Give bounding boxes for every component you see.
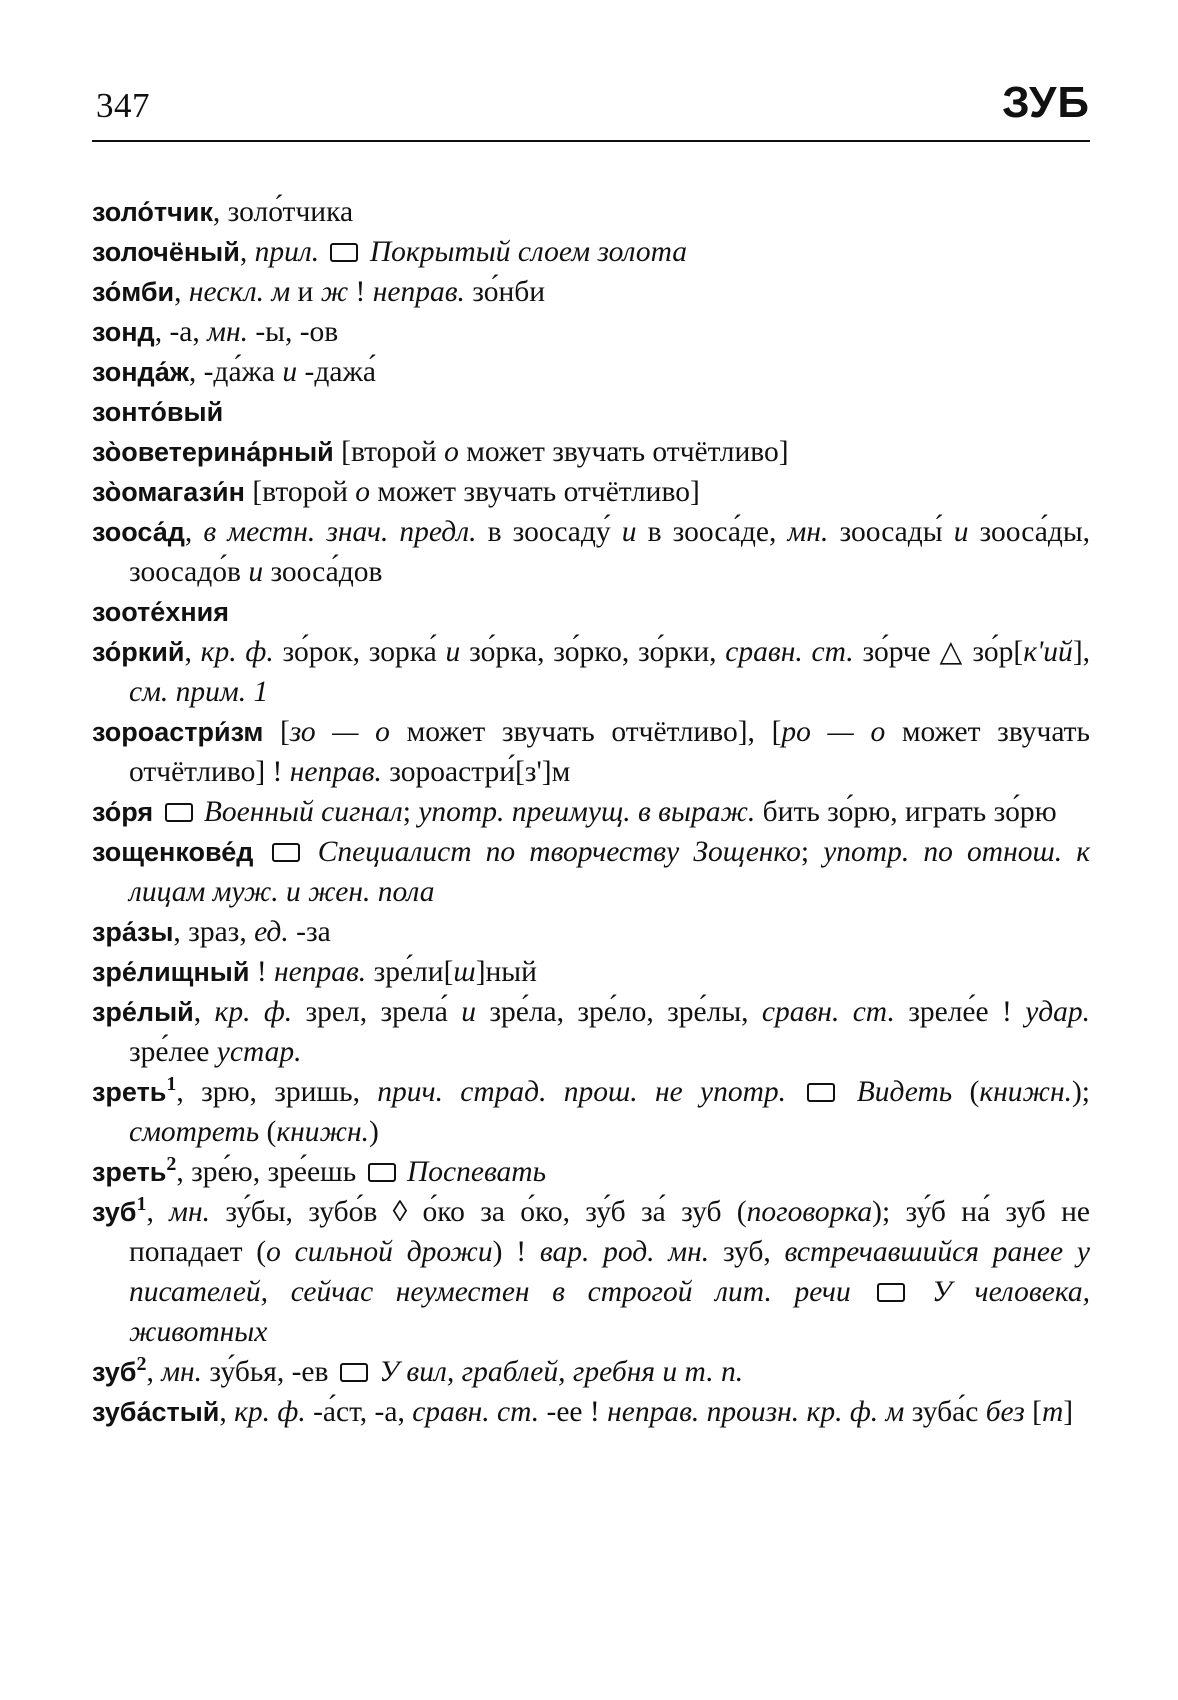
entry-text: (: [259, 1116, 277, 1148]
entry-text: ;: [402, 796, 419, 828]
dictionary-entry: [92, 632, 1090, 712]
italic-label: устар.: [216, 1036, 302, 1068]
headword: зо́ркий: [92, 637, 185, 667]
entry-text: ): [369, 1116, 379, 1148]
headword: зооте́хния: [92, 597, 229, 627]
headword: зра́зы: [92, 917, 174, 947]
definition-box-icon: [272, 843, 300, 862]
italic-label: употр. по отнош. к лицам муж. и жен. пола: [129, 836, 1091, 908]
entry-text: в зооса́де,: [636, 516, 788, 548]
italic-label: неправ.: [274, 956, 367, 988]
italic-label: удар.: [1025, 996, 1091, 1028]
entry-text: , зрю, зришь,: [176, 1076, 378, 1108]
italic-label: мн.: [169, 1196, 210, 1228]
entry-text: зо́нби: [464, 276, 546, 308]
entry-text: !: [348, 276, 373, 308]
italic-label: неправ.: [372, 276, 465, 308]
dictionary-entry: [92, 712, 1090, 792]
headword: зре́лищный: [92, 957, 250, 987]
headword: зо̀омагази́н: [92, 477, 245, 507]
entry-text: ,: [184, 636, 201, 668]
entry-text: -ы, -ов: [247, 316, 339, 348]
italic-label: употр. преимущ. в выраж.: [418, 796, 756, 828]
dictionary-entry: [92, 512, 1090, 592]
headword: зреть: [92, 1077, 167, 1107]
entry-text: , -а,: [154, 316, 208, 348]
page-number: 347: [96, 86, 150, 125]
entry-text: зуб,: [709, 1236, 785, 1268]
headword: зороастри́зм: [92, 717, 264, 747]
italic-label: мн.: [207, 316, 248, 348]
headword: зуб: [92, 1197, 137, 1227]
entry-text: может звучать отчётливо]: [370, 476, 700, 508]
italic-label: ж: [320, 276, 349, 308]
entry-text: [: [263, 716, 290, 748]
entry-text: -дажа́: [297, 356, 376, 388]
italic-label: Специалист по творчеству Зощенко: [317, 836, 801, 868]
italic-label: прич. страд. прош. не употр.: [377, 1076, 787, 1108]
entry-text: !: [249, 956, 275, 988]
dictionary-entry: [92, 1192, 1090, 1352]
italic-label: см. прим. 1: [129, 676, 269, 708]
entry-text: и: [290, 276, 321, 308]
entry-text: ,: [174, 276, 189, 308]
italic-label: в местн. знач. предл.: [203, 516, 477, 548]
dictionary-entry: [92, 832, 1090, 912]
dictionary-entry: [92, 1072, 1090, 1152]
italic-label: кр. ф.: [200, 636, 274, 668]
running-head: ЗУБ: [1002, 78, 1090, 127]
homonym-number: 1: [166, 1073, 177, 1096]
headword: зо́мби: [92, 277, 175, 307]
italic-label: Покрытый слоем золота: [369, 236, 687, 268]
entry-text: ;: [800, 836, 824, 868]
italic-label: неправ. произн. кр. ф. м: [607, 1396, 905, 1428]
italic-label: неправ.: [289, 756, 382, 788]
definition-box-icon: [165, 803, 193, 822]
entry-text: зо́рче △ зо́р[: [853, 636, 1024, 668]
dictionary-entry: [92, 912, 1090, 952]
entry-text: ,: [219, 1396, 235, 1428]
entry-text: ],: [1072, 636, 1091, 668]
headword: зо̀оветерина́рный: [92, 437, 334, 467]
italic-label: зо — о: [289, 716, 390, 748]
definition-box-icon: [807, 1083, 835, 1102]
headword: зощенкове́д: [92, 837, 254, 867]
headword: зонда́ж: [92, 357, 189, 387]
italic-label: книжн.: [276, 1116, 370, 1148]
italic-label: сравн. ст.: [412, 1396, 540, 1428]
dictionary-entry: [92, 952, 1090, 992]
italic-label: о: [355, 476, 370, 508]
dictionary-entry: [92, 592, 1090, 632]
entry-list: [92, 192, 1090, 1432]
italic-label: мн.: [161, 1356, 203, 1388]
italic-label: смотреть: [129, 1116, 260, 1148]
italic-label: сравн. ст.: [725, 636, 854, 668]
entry-text: может звучать отчётливо]: [458, 436, 789, 468]
entry-text: (: [952, 1076, 980, 1108]
entry-text: зу́бы, зубо́в ◊ о́ко за о́ко, зу́б за́ зуб (: [210, 1196, 747, 1228]
headword: золочёный: [92, 237, 240, 267]
dictionary-entry: [92, 1392, 1090, 1432]
italic-label: и: [445, 636, 461, 668]
entry-text: , зраз,: [173, 916, 255, 948]
entry-text: ,: [239, 236, 255, 268]
headword: зооса́д: [92, 517, 185, 547]
headword: зре́лый: [92, 997, 194, 1027]
headword: золо́тчик: [92, 197, 213, 227]
entry-text: зу́бья, -ев: [202, 1356, 329, 1388]
entry-text: зреле́е !: [894, 996, 1026, 1028]
headword: зуба́стый: [92, 1397, 220, 1427]
entry-text: -за: [288, 916, 331, 948]
entry-text: ]ный: [475, 956, 537, 988]
entry-text: -а́ст, -а,: [305, 1396, 413, 1428]
entry-text: [второй: [244, 476, 356, 508]
italic-label: кр. ф.: [234, 1396, 306, 1428]
italic-label: и: [621, 516, 637, 548]
headword: зуб: [92, 1357, 137, 1387]
italic-label: поговорка: [746, 1196, 873, 1228]
italic-label: вар. род. мн.: [539, 1236, 710, 1268]
dictionary-entry: [92, 312, 1090, 352]
entry-text: зо́рок, зорка́: [273, 636, 446, 668]
dictionary-entry: [92, 192, 1090, 232]
homonym-number: 2: [136, 1353, 147, 1376]
entry-text: в зоосаду́: [476, 516, 622, 548]
dictionary-entry: [92, 1352, 1090, 1392]
italic-label: нескл. м: [188, 276, 291, 308]
definition-box-icon: [330, 243, 358, 262]
entry-text: ,: [146, 1196, 170, 1228]
headword: зреть: [92, 1157, 167, 1187]
entry-text: ,: [184, 516, 204, 548]
entry-text: зооса́дов: [263, 556, 383, 588]
entry-text: ]: [1063, 1396, 1074, 1428]
headword: зо́ря: [92, 797, 154, 827]
entry-text: [: [1024, 1396, 1042, 1428]
italic-label: о сильной дрожи: [266, 1236, 493, 1268]
italic-label: и: [953, 516, 969, 548]
italic-label: к'ий: [1023, 636, 1073, 668]
italic-label: ед.: [254, 916, 289, 948]
definition-box-icon: [340, 1363, 368, 1382]
entry-text: зуба́с: [904, 1396, 986, 1428]
entry-text: [второй: [333, 436, 445, 468]
entry-text: может звучать отчётливо] !: [129, 716, 1091, 788]
entry-text: зороастри́[з']м: [381, 756, 571, 788]
entry-text: бить зо́рю, играть зо́рю: [755, 796, 1057, 828]
dictionary-entry: [92, 272, 1090, 312]
dictionary-entry: [92, 792, 1090, 832]
italic-label: и: [248, 556, 264, 588]
entry-text: может звучать отчётливо], [: [389, 716, 782, 748]
italic-label: ш: [453, 956, 476, 988]
entry-text: , -да́жа: [188, 356, 283, 388]
italic-label: Видеть: [856, 1076, 953, 1108]
italic-label: и: [282, 356, 298, 388]
italic-label: Поспевать: [406, 1156, 547, 1188]
dictionary-entry: [92, 392, 1090, 432]
italic-label: кр. ф.: [214, 996, 293, 1028]
entry-text: -ее !: [539, 1396, 608, 1428]
dictionary-entry: [92, 992, 1090, 1072]
entry-text: зоосады́: [828, 516, 954, 548]
entry-text: зрел, зрела́: [292, 996, 462, 1028]
entry-text: ,: [193, 996, 215, 1028]
italic-label: и: [461, 996, 476, 1028]
entry-text: зре́лее: [129, 1036, 217, 1068]
dictionary-entry: [92, 1152, 1090, 1192]
italic-label: т: [1041, 1396, 1064, 1428]
headword: зонто́вый: [92, 397, 224, 427]
italic-label: У вил, граблей, гребня и т. п.: [379, 1356, 744, 1388]
entry-text: ,: [146, 1356, 162, 1388]
dictionary-entry: [92, 472, 1090, 512]
italic-label: ро — о: [781, 716, 886, 748]
entry-text: ) !: [492, 1236, 540, 1268]
entry-text: );: [1071, 1076, 1090, 1108]
entry-text: , зре́ю, зре́ешь: [176, 1156, 357, 1188]
italic-label: сравн. ст.: [761, 996, 895, 1028]
dictionary-entry: [92, 232, 1090, 272]
italic-label: У человека, животных: [129, 1276, 1090, 1348]
italic-label: о: [444, 436, 459, 468]
homonym-number: 2: [166, 1153, 177, 1176]
homonym-number: 1: [136, 1193, 147, 1216]
italic-label: книжн.: [979, 1076, 1072, 1108]
definition-box-icon: [877, 1283, 905, 1302]
entry-text: зооса́ды, зоосадо́в: [129, 516, 1091, 588]
italic-label: мн.: [787, 516, 829, 548]
dictionary-entry: [92, 432, 1090, 472]
entry-text: зре́ла, зре́ло, зре́лы,: [475, 996, 762, 1028]
headword: зонд: [92, 317, 155, 347]
entry-text: , золо́тчика: [212, 196, 354, 228]
dictionary-entry: [92, 352, 1090, 392]
italic-label: встречавшийся ранее у писателей, сейчас неуместен в строгой лит. речи: [129, 1236, 1090, 1308]
entry-text: зо́рка, зо́рко, зо́рки,: [460, 636, 726, 668]
entry-text: ); зу́б на́ зуб не попадает (: [129, 1196, 1091, 1268]
italic-label: Военный сигнал: [203, 796, 403, 828]
entry-text: зре́ли[: [366, 956, 454, 988]
definition-box-icon: [368, 1163, 396, 1182]
italic-label: прил.: [254, 236, 320, 268]
italic-label: без: [985, 1396, 1025, 1428]
page-header: [92, 74, 1090, 142]
